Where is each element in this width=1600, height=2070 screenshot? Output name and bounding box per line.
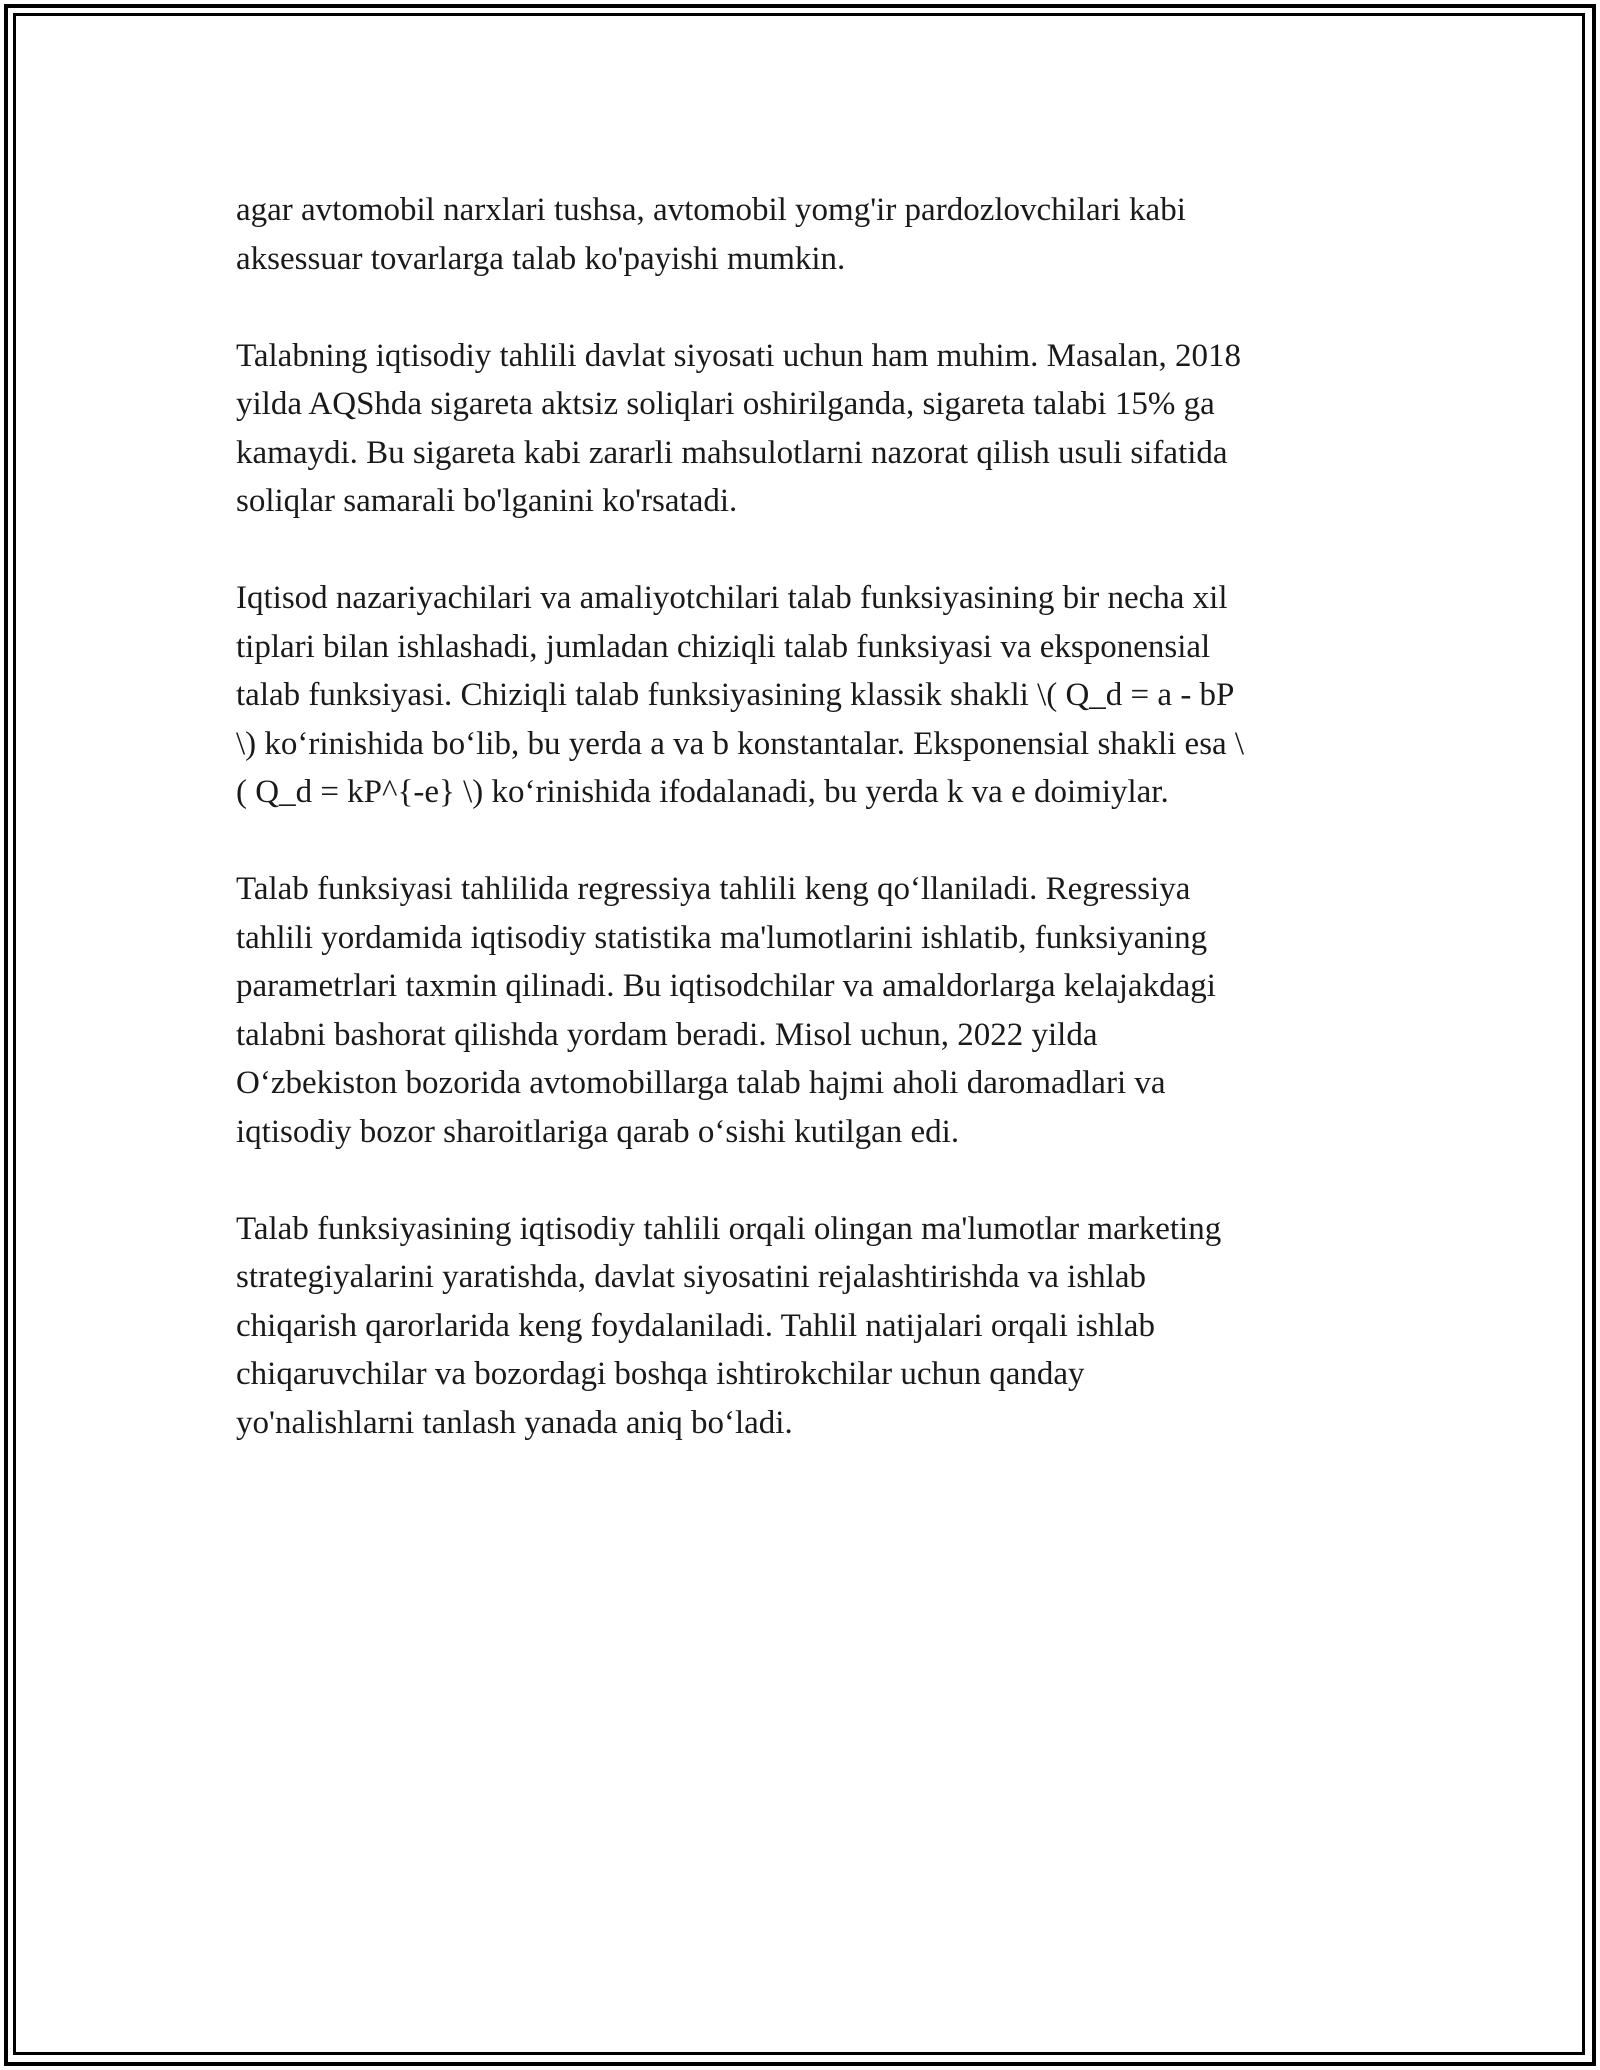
paragraph-demand-function-types: Iqtisod nazariyachilari va amaliyotchilari talab funksiyasining bir necha xil tiplari bilan ishlashadi, jumladan chiziqli talab funksiyasi va eksponensial talab funksiyasi. Chiziqli talab funksiyasining klassik shakli \( Q_d = a - bP \) ko‘rinishida bo‘lib, bu yerda a va b konstantalar. Eksponensial shakli esa \ ( Q_d = kP^{-e} \) ko‘rinishida ifodalanadi, bu yerda k va e doimiylar.	[236, 580, 1245, 810]
paragraph-accessory-goods: agar avtomobil narxlari tushsa, avtomobil yomg'ir pardozlovchilari kabi aksessuar tovarlarga talab ko'payishi mumkin.	[236, 192, 1186, 277]
paragraph-cigarette-tax: Talabning iqtisodiy tahlili davlat siyosati uchun ham muhim. Masalan, 2018 yilda AQShda sigareta aktsiz soliqlari oshirilganda, sigareta talabi 15% ga kamaydi. Bu sigareta kabi zararli mahsulotlarni nazorat qilish usuli sifatida soliqlar samarali bo'lganini ko'rsatadi.	[236, 337, 1241, 519]
document-body	[236, 186, 1366, 1496]
paragraph-conclusion: Talab funksiyasining iqtisodiy tahlili orqali olingan ma'lumotlar marketing strategiyalarini yaratishda, davlat siyosatini rejalashtirishda va ishlab chiqarish qarorlarida keng foydalaniladi. Tahlil natijalari orqali ishlab chiqaruvchilar va bozordagi boshqa ishtirokchilar uchun qanday yo'nalishlarni tanlash yanada aniq bo‘ladi.	[236, 1210, 1222, 1441]
paragraph-regression-analysis: Talab funksiyasi tahlilida regressiya tahlili keng qo‘llaniladi. Regressiya tahlili yordamida iqtisodiy statistika ma'lumotlarini ishlatib, funksiyaning parametrlari taxmin qilinadi. Bu iqtisodchilar va amaldorlarga kelajakdagi talabni bashorat qilishda yordam beradi. Misol uchun, 2022 yilda O‘zbekiston bozorida avtomobillarga talab hajmi aholi daromadlari va iqtisodiy bozor sharoitlariga qarab o‘sishi kutilgan edi.	[236, 871, 1216, 1150]
